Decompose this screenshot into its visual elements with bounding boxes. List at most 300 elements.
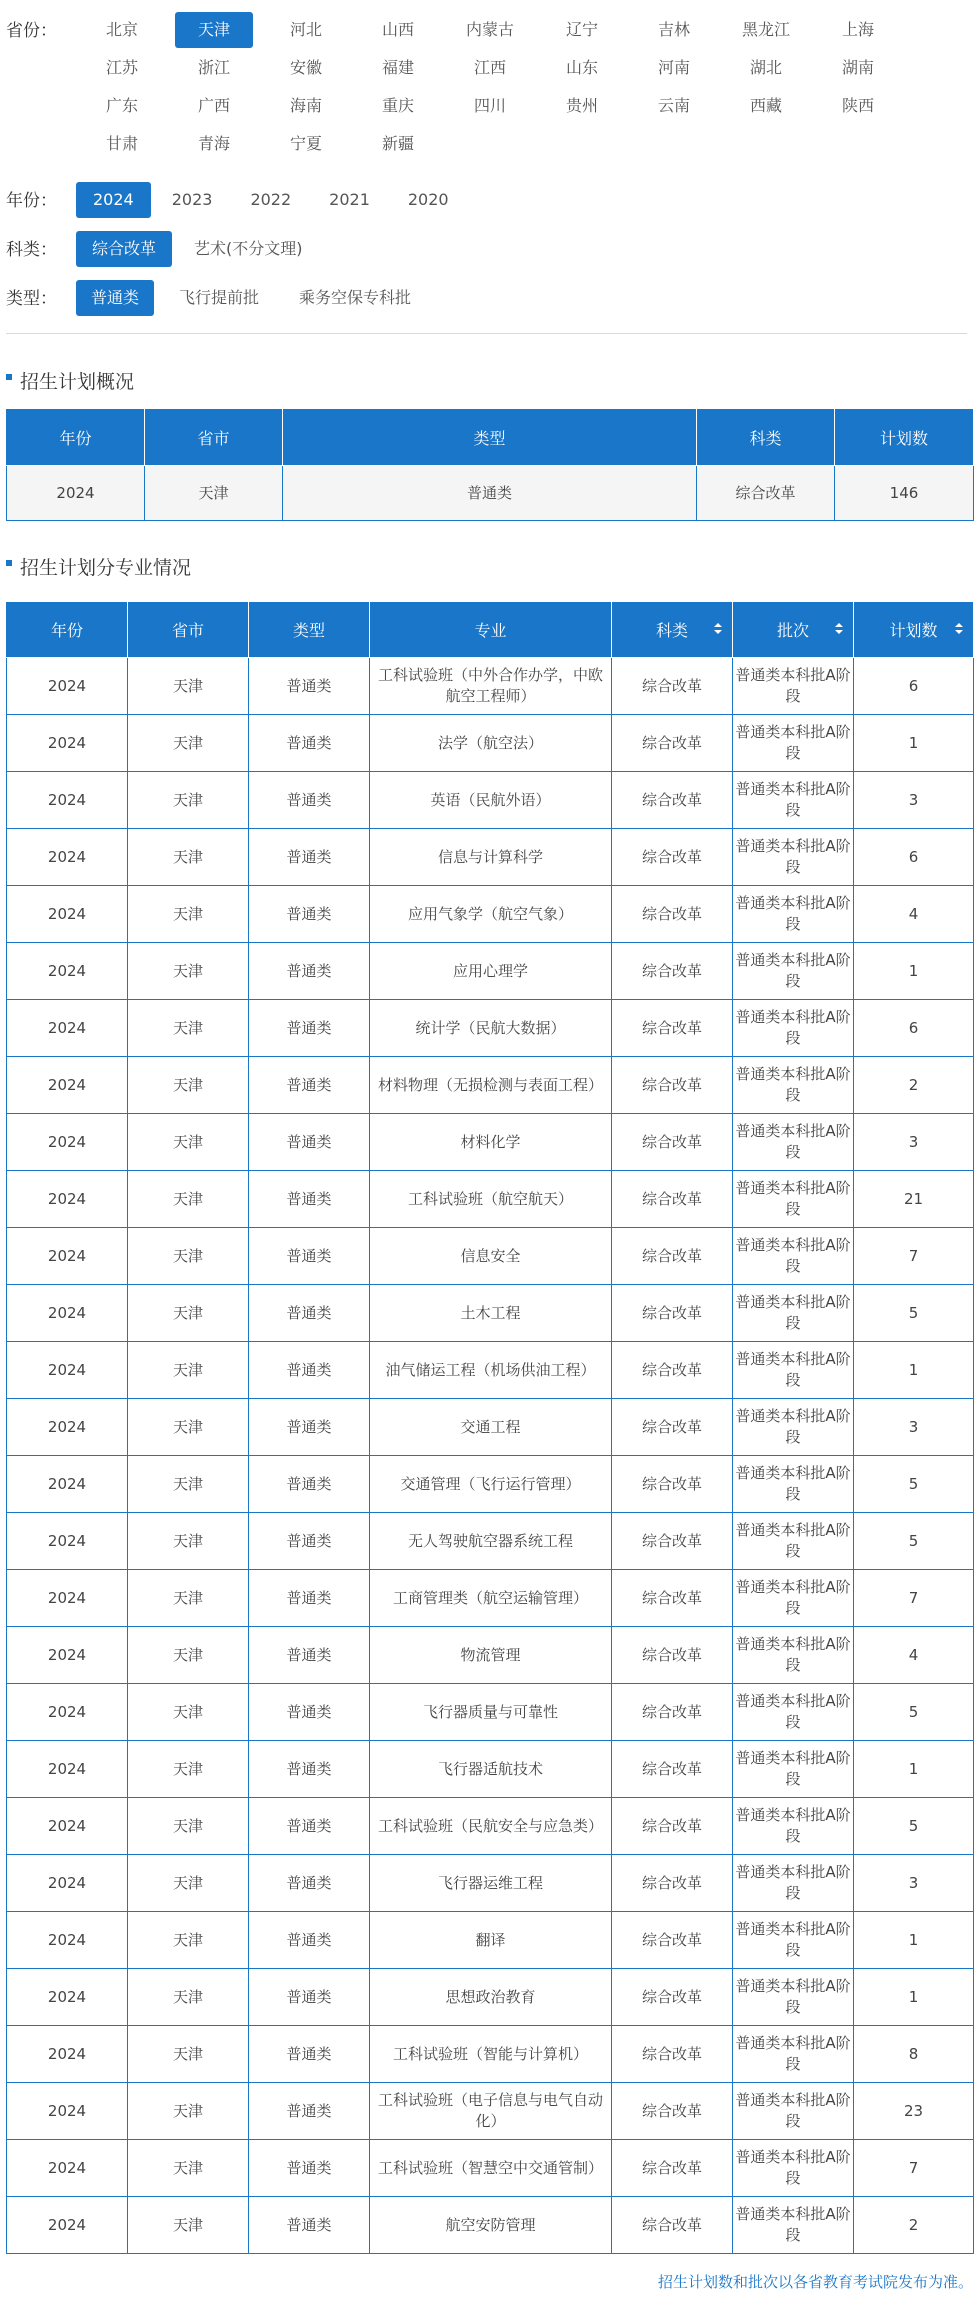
detail-cell: 综合改革 bbox=[612, 886, 733, 943]
province-filter bbox=[6, 0, 973, 164]
detail-cell: 2024 bbox=[7, 886, 128, 943]
detail-cell: 天津 bbox=[128, 2140, 249, 2197]
detail-cell: 普通类本科批A阶段 bbox=[733, 1171, 854, 1228]
detail-cell: 普通类 bbox=[249, 1342, 370, 1399]
detail-cell: 普通类 bbox=[249, 1000, 370, 1057]
detail-cell: 普通类本科批A阶段 bbox=[733, 658, 854, 715]
detail-cell: 天津 bbox=[128, 2197, 249, 2254]
detail-cell: 5 bbox=[854, 1798, 974, 1855]
summary-header-row bbox=[7, 409, 974, 466]
detail-cell: 天津 bbox=[128, 1969, 249, 2026]
detail-row bbox=[7, 2197, 974, 2254]
detail-cell: 飞行器运维工程 bbox=[370, 1855, 612, 1912]
detail-cell: 普通类 bbox=[249, 2026, 370, 2083]
detail-cell: 普通类本科批A阶段 bbox=[733, 1798, 854, 1855]
summary-header-cell: 类型 bbox=[283, 409, 697, 466]
detail-cell: 2024 bbox=[7, 2026, 128, 2083]
detail-cell: 普通类 bbox=[249, 1399, 370, 1456]
province-option[interactable]: 甘肃 bbox=[105, 134, 138, 153]
detail-cell: 天津 bbox=[128, 886, 249, 943]
detail-cell: 油气储运工程（机场供油工程） bbox=[370, 1342, 612, 1399]
detail-cell: 普通类本科批A阶段 bbox=[733, 2026, 854, 2083]
detail-cell: 1 bbox=[854, 943, 974, 1000]
detail-cell: 土木工程 bbox=[370, 1285, 612, 1342]
detail-cell: 天津 bbox=[128, 1456, 249, 1513]
detail-row bbox=[7, 1570, 974, 1627]
detail-cell: 综合改革 bbox=[612, 943, 733, 1000]
province-option[interactable]: 黑龙江 bbox=[741, 20, 790, 39]
detail-cell: 综合改革 bbox=[612, 1456, 733, 1513]
year-filter bbox=[6, 182, 973, 218]
detail-cell: 普通类本科批A阶段 bbox=[733, 1057, 854, 1114]
detail-cell: 普通类 bbox=[249, 829, 370, 886]
detail-cell: 综合改革 bbox=[612, 1912, 733, 1969]
detail-cell: 2024 bbox=[7, 772, 128, 829]
detail-cell: 1 bbox=[854, 1969, 974, 2026]
detail-cell: 综合改革 bbox=[612, 829, 733, 886]
footnote: 招生计划数和批次以各省教育考试院发布为准。 bbox=[657, 2273, 973, 2291]
province-option[interactable]: 山西 bbox=[381, 20, 414, 39]
detail-row bbox=[7, 1456, 974, 1513]
detail-cell: 普通类 bbox=[249, 1114, 370, 1171]
detail-row bbox=[7, 1114, 974, 1171]
summary-row bbox=[7, 466, 974, 521]
province-option[interactable]: 辽宁 bbox=[565, 20, 598, 39]
detail-row bbox=[7, 1969, 974, 2026]
detail-cell: 4 bbox=[854, 1627, 974, 1684]
province-option[interactable]: 西藏 bbox=[749, 96, 782, 115]
year-option[interactable]: 2022 bbox=[250, 190, 292, 209]
detail-cell: 综合改革 bbox=[612, 1684, 733, 1741]
detail-cell: 普通类本科批A阶段 bbox=[733, 1969, 854, 2026]
detail-cell: 2024 bbox=[7, 715, 128, 772]
province-option[interactable]: 宁夏 bbox=[289, 134, 322, 153]
summary-header-cell: 计划数 bbox=[835, 409, 974, 466]
detail-cell: 2024 bbox=[7, 658, 128, 715]
detail-cell: 翻译 bbox=[370, 1912, 612, 1969]
detail-cell: 天津 bbox=[128, 1513, 249, 1570]
detail-row bbox=[7, 1000, 974, 1057]
detail-cell: 天津 bbox=[128, 715, 249, 772]
province-option[interactable]: 上海 bbox=[841, 20, 874, 39]
detail-cell: 信息与计算科学 bbox=[370, 829, 612, 886]
detail-cell: 综合改革 bbox=[612, 1627, 733, 1684]
detail-cell: 思想政治教育 bbox=[370, 1969, 612, 2026]
detail-cell: 工科试验班（民航安全与应急类） bbox=[370, 1798, 612, 1855]
detail-cell: 综合改革 bbox=[612, 1399, 733, 1456]
detail-cell: 2024 bbox=[7, 1456, 128, 1513]
detail-cell: 6 bbox=[854, 658, 974, 715]
detail-cell: 交通工程 bbox=[370, 1399, 612, 1456]
detail-cell: 2024 bbox=[7, 2083, 128, 2140]
detail-row bbox=[7, 1399, 974, 1456]
detail-cell: 普通类 bbox=[249, 1456, 370, 1513]
detail-cell: 2024 bbox=[7, 1228, 128, 1285]
detail-cell: 普通类本科批A阶段 bbox=[733, 1285, 854, 1342]
detail-cell: 普通类本科批A阶段 bbox=[733, 1912, 854, 1969]
detail-cell: 2024 bbox=[7, 1342, 128, 1399]
detail-cell: 应用心理学 bbox=[370, 943, 612, 1000]
detail-row bbox=[7, 1855, 974, 1912]
detail-cell: 2024 bbox=[7, 1171, 128, 1228]
detail-cell: 综合改革 bbox=[612, 1057, 733, 1114]
detail-cell: 2024 bbox=[7, 1741, 128, 1798]
detail-cell: 2024 bbox=[7, 1057, 128, 1114]
province-option[interactable]: 青海 bbox=[197, 134, 230, 153]
detail-cell: 工科试验班（航空航天） bbox=[370, 1171, 612, 1228]
detail-cell: 2024 bbox=[7, 1684, 128, 1741]
province-option[interactable]: 天津 bbox=[175, 12, 253, 48]
detail-cell: 4 bbox=[854, 886, 974, 943]
detail-cell: 2024 bbox=[7, 1855, 128, 1912]
detail-cell: 7 bbox=[854, 1570, 974, 1627]
detail-cell: 普通类本科批A阶段 bbox=[733, 1513, 854, 1570]
province-option[interactable]: 陕西 bbox=[841, 96, 874, 115]
detail-cell: 天津 bbox=[128, 1855, 249, 1912]
detail-cell: 工科试验班（中外合作办学，中欧航空工程师） bbox=[370, 658, 612, 715]
detail-cell: 普通类 bbox=[249, 658, 370, 715]
detail-header-cell[interactable]: 计划数 bbox=[854, 602, 974, 658]
detail-cell: 普通类本科批A阶段 bbox=[733, 1627, 854, 1684]
detail-header-row bbox=[7, 602, 974, 658]
type-filter-label: 类型： bbox=[6, 289, 57, 309]
detail-cell: 信息安全 bbox=[370, 1228, 612, 1285]
detail-row bbox=[7, 1057, 974, 1114]
detail-cell: 3 bbox=[854, 1855, 974, 1912]
detail-cell: 5 bbox=[854, 1285, 974, 1342]
detail-cell: 天津 bbox=[128, 1627, 249, 1684]
detail-row bbox=[7, 658, 974, 715]
detail-cell: 综合改革 bbox=[612, 658, 733, 715]
detail-cell: 普通类本科批A阶段 bbox=[733, 1684, 854, 1741]
detail-cell: 综合改革 bbox=[612, 1969, 733, 2026]
detail-cell: 天津 bbox=[128, 1000, 249, 1057]
detail-cell: 5 bbox=[854, 1684, 974, 1741]
detail-cell: 普通类本科批A阶段 bbox=[733, 943, 854, 1000]
detail-cell: 法学（航空法） bbox=[370, 715, 612, 772]
detail-cell: 天津 bbox=[128, 1285, 249, 1342]
detail-cell: 综合改革 bbox=[612, 1114, 733, 1171]
detail-cell: 5 bbox=[854, 1456, 974, 1513]
detail-row bbox=[7, 1684, 974, 1741]
province-option[interactable]: 云南 bbox=[657, 96, 690, 115]
detail-row bbox=[7, 1912, 974, 1969]
year-option[interactable]: 2021 bbox=[329, 190, 370, 209]
detail-cell: 普通类本科批A阶段 bbox=[733, 1228, 854, 1285]
detail-cell: 普通类 bbox=[249, 1285, 370, 1342]
province-filter-label: 省份： bbox=[6, 21, 57, 41]
detail-cell: 无人驾驶航空器系统工程 bbox=[370, 1513, 612, 1570]
detail-header-cell: 年份 bbox=[7, 602, 128, 658]
detail-row bbox=[7, 1513, 974, 1570]
detail-cell: 应用气象学（航空气象） bbox=[370, 886, 612, 943]
detail-cell: 综合改革 bbox=[612, 1798, 733, 1855]
year-filter-label: 年份： bbox=[6, 191, 57, 211]
detail-cell: 物流管理 bbox=[370, 1627, 612, 1684]
detail-cell: 天津 bbox=[128, 829, 249, 886]
detail-cell: 普通类本科批A阶段 bbox=[733, 772, 854, 829]
detail-cell: 天津 bbox=[128, 1228, 249, 1285]
detail-cell: 普通类 bbox=[249, 1057, 370, 1114]
detail-cell: 综合改革 bbox=[612, 1171, 733, 1228]
detail-cell: 综合改革 bbox=[612, 1228, 733, 1285]
detail-row bbox=[7, 1171, 974, 1228]
detail-cell: 普通类 bbox=[249, 1570, 370, 1627]
detail-cell: 2024 bbox=[7, 1912, 128, 1969]
detail-cell: 普通类 bbox=[249, 1171, 370, 1228]
detail-header-cell[interactable]: 批次 bbox=[733, 602, 854, 658]
detail-cell: 2024 bbox=[7, 943, 128, 1000]
subject-filter bbox=[6, 231, 973, 267]
detail-cell: 2024 bbox=[7, 1969, 128, 2026]
detail-cell: 工商管理类（航空运输管理） bbox=[370, 1570, 612, 1627]
province-option[interactable]: 山东 bbox=[565, 58, 598, 77]
province-option[interactable]: 广西 bbox=[197, 96, 230, 115]
detail-row bbox=[7, 1798, 974, 1855]
detail-cell: 23 bbox=[854, 2083, 974, 2140]
detail-cell: 普通类本科批A阶段 bbox=[733, 1855, 854, 1912]
year-option[interactable]: 2024 bbox=[76, 182, 151, 218]
detail-cell: 普通类 bbox=[249, 1912, 370, 1969]
detail-cell: 普通类 bbox=[249, 1228, 370, 1285]
subject-filter-label: 科类： bbox=[6, 240, 57, 260]
detail-cell: 综合改革 bbox=[612, 1741, 733, 1798]
detail-cell: 天津 bbox=[128, 1912, 249, 1969]
detail-cell: 2024 bbox=[7, 1399, 128, 1456]
province-option[interactable]: 重庆 bbox=[381, 96, 414, 115]
detail-cell: 3 bbox=[854, 772, 974, 829]
detail-cell: 普通类本科批A阶段 bbox=[733, 715, 854, 772]
detail-cell: 7 bbox=[854, 2140, 974, 2197]
province-option[interactable]: 江苏 bbox=[105, 58, 138, 77]
detail-table bbox=[6, 601, 974, 2254]
detail-cell: 普通类 bbox=[249, 1855, 370, 1912]
detail-cell: 交通管理（飞行运行管理） bbox=[370, 1456, 612, 1513]
detail-cell: 2024 bbox=[7, 1570, 128, 1627]
detail-row bbox=[7, 715, 974, 772]
detail-cell: 6 bbox=[854, 829, 974, 886]
detail-cell: 综合改革 bbox=[612, 2197, 733, 2254]
province-option[interactable]: 福建 bbox=[381, 58, 414, 77]
province-option[interactable]: 湖北 bbox=[749, 58, 782, 77]
detail-cell: 2024 bbox=[7, 1627, 128, 1684]
detail-cell: 普通类本科批A阶段 bbox=[733, 1399, 854, 1456]
detail-cell: 普通类本科批A阶段 bbox=[733, 1114, 854, 1171]
detail-cell: 普通类本科批A阶段 bbox=[733, 1456, 854, 1513]
detail-cell: 普通类 bbox=[249, 2197, 370, 2254]
detail-cell: 3 bbox=[854, 1114, 974, 1171]
detail-cell: 普通类 bbox=[249, 1627, 370, 1684]
year-option[interactable]: 2020 bbox=[407, 190, 449, 209]
province-option[interactable]: 贵州 bbox=[565, 96, 598, 115]
subject-option[interactable]: 综合改革 bbox=[76, 231, 172, 267]
province-option[interactable]: 浙江 bbox=[197, 58, 230, 77]
detail-cell: 飞行器适航技术 bbox=[370, 1741, 612, 1798]
detail-cell: 天津 bbox=[128, 1570, 249, 1627]
province-option[interactable]: 安徽 bbox=[289, 58, 322, 77]
detail-cell: 普通类 bbox=[249, 715, 370, 772]
detail-cell: 材料物理（无损检测与表面工程） bbox=[370, 1057, 612, 1114]
year-option[interactable]: 2023 bbox=[171, 190, 213, 209]
detail-cell: 21 bbox=[854, 1171, 974, 1228]
type-filter bbox=[6, 280, 973, 316]
summary-cell: 146 bbox=[835, 466, 974, 521]
detail-row bbox=[7, 1627, 974, 1684]
detail-cell: 天津 bbox=[128, 2026, 249, 2083]
detail-cell: 普通类 bbox=[249, 772, 370, 829]
detail-cell: 普通类 bbox=[249, 2083, 370, 2140]
summary-cell: 天津 bbox=[145, 466, 283, 521]
province-option[interactable]: 四川 bbox=[473, 96, 506, 115]
detail-cell: 综合改革 bbox=[612, 1342, 733, 1399]
detail-header-cell: 类型 bbox=[249, 602, 370, 658]
detail-cell: 综合改革 bbox=[612, 1855, 733, 1912]
summary-header-cell: 省市 bbox=[145, 409, 283, 466]
detail-cell: 1 bbox=[854, 715, 974, 772]
detail-cell: 1 bbox=[854, 1741, 974, 1798]
detail-cell: 英语（民航外语） bbox=[370, 772, 612, 829]
detail-cell: 2024 bbox=[7, 1798, 128, 1855]
detail-cell: 8 bbox=[854, 2026, 974, 2083]
detail-header-cell[interactable]: 科类 bbox=[612, 602, 733, 658]
detail-cell: 天津 bbox=[128, 1684, 249, 1741]
detail-cell: 2024 bbox=[7, 2140, 128, 2197]
province-option[interactable]: 河北 bbox=[289, 20, 322, 39]
detail-cell: 普通类本科批A阶段 bbox=[733, 2197, 854, 2254]
type-option[interactable]: 飞行提前批 bbox=[179, 288, 260, 307]
detail-cell: 7 bbox=[854, 1228, 974, 1285]
detail-row bbox=[7, 1342, 974, 1399]
detail-cell: 工科试验班（智慧空中交通管制） bbox=[370, 2140, 612, 2197]
type-option[interactable]: 乘务空保专科批 bbox=[299, 288, 412, 307]
detail-row bbox=[7, 2026, 974, 2083]
detail-cell: 普通类本科批A阶段 bbox=[733, 886, 854, 943]
detail-cell: 天津 bbox=[128, 1399, 249, 1456]
detail-row bbox=[7, 1285, 974, 1342]
detail-cell: 1 bbox=[854, 1342, 974, 1399]
detail-cell: 2024 bbox=[7, 1285, 128, 1342]
detail-cell: 综合改革 bbox=[612, 1000, 733, 1057]
detail-cell: 综合改革 bbox=[612, 715, 733, 772]
detail-cell: 综合改革 bbox=[612, 2083, 733, 2140]
detail-cell: 2024 bbox=[7, 1513, 128, 1570]
detail-cell: 1 bbox=[854, 1912, 974, 1969]
province-option[interactable]: 新疆 bbox=[381, 134, 414, 153]
detail-cell: 天津 bbox=[128, 1798, 249, 1855]
detail-cell: 综合改革 bbox=[612, 2140, 733, 2197]
detail-cell: 普通类 bbox=[249, 1798, 370, 1855]
detail-cell: 普通类 bbox=[249, 1684, 370, 1741]
summary-cell: 综合改革 bbox=[697, 466, 835, 521]
detail-row bbox=[7, 943, 974, 1000]
subject-options bbox=[76, 231, 325, 267]
detail-cell: 2024 bbox=[7, 2197, 128, 2254]
detail-cell: 航空安防管理 bbox=[370, 2197, 612, 2254]
summary-header-cell: 科类 bbox=[697, 409, 835, 466]
detail-cell: 普通类本科批A阶段 bbox=[733, 1570, 854, 1627]
detail-row bbox=[7, 886, 974, 943]
province-option[interactable]: 江西 bbox=[473, 58, 506, 77]
year-options bbox=[76, 182, 470, 218]
detail-cell: 天津 bbox=[128, 943, 249, 1000]
detail-cell: 普通类 bbox=[249, 1741, 370, 1798]
detail-cell: 综合改革 bbox=[612, 1513, 733, 1570]
province-option[interactable]: 广东 bbox=[105, 96, 138, 115]
detail-cell: 普通类本科批A阶段 bbox=[733, 1342, 854, 1399]
province-option[interactable]: 河南 bbox=[657, 58, 690, 77]
detail-cell: 2 bbox=[854, 2197, 974, 2254]
detail-cell: 天津 bbox=[128, 1741, 249, 1798]
detail-cell: 综合改革 bbox=[612, 1570, 733, 1627]
detail-cell: 材料化学 bbox=[370, 1114, 612, 1171]
detail-cell: 工科试验班（智能与计算机） bbox=[370, 2026, 612, 2083]
detail-cell: 普通类本科批A阶段 bbox=[733, 1000, 854, 1057]
detail-row bbox=[7, 829, 974, 886]
detail-row bbox=[7, 2083, 974, 2140]
summary-section-title: 招生计划概况 bbox=[6, 367, 973, 394]
detail-cell: 综合改革 bbox=[612, 772, 733, 829]
detail-cell: 天津 bbox=[128, 1114, 249, 1171]
detail-cell: 普通类本科批A阶段 bbox=[733, 2083, 854, 2140]
detail-cell: 普通类本科批A阶段 bbox=[733, 2140, 854, 2197]
province-option[interactable]: 吉林 bbox=[657, 20, 690, 39]
detail-cell: 普通类 bbox=[249, 943, 370, 1000]
detail-row bbox=[7, 772, 974, 829]
detail-header-cell: 省市 bbox=[128, 602, 249, 658]
detail-cell: 5 bbox=[854, 1513, 974, 1570]
province-option[interactable]: 海南 bbox=[289, 96, 322, 115]
summary-table bbox=[6, 408, 974, 521]
province-option[interactable]: 内蒙古 bbox=[465, 20, 514, 39]
detail-header-cell: 专业 bbox=[370, 602, 612, 658]
province-option[interactable]: 湖南 bbox=[841, 58, 874, 77]
province-option[interactable]: 北京 bbox=[105, 20, 138, 39]
detail-cell: 工科试验班（电子信息与电气自动化） bbox=[370, 2083, 612, 2140]
detail-cell: 6 bbox=[854, 1000, 974, 1057]
detail-cell: 普通类 bbox=[249, 1969, 370, 2026]
detail-cell: 天津 bbox=[128, 2083, 249, 2140]
detail-cell: 2 bbox=[854, 1057, 974, 1114]
detail-cell: 天津 bbox=[128, 1171, 249, 1228]
divider bbox=[6, 333, 967, 334]
detail-cell: 综合改革 bbox=[612, 1285, 733, 1342]
subject-option[interactable]: 艺术(不分文理) bbox=[194, 239, 303, 258]
detail-cell: 天津 bbox=[128, 772, 249, 829]
detail-cell: 飞行器质量与可靠性 bbox=[370, 1684, 612, 1741]
detail-cell: 普通类 bbox=[249, 2140, 370, 2197]
type-option[interactable]: 普通类 bbox=[76, 280, 154, 316]
detail-cell: 普通类 bbox=[249, 1513, 370, 1570]
detail-cell: 2024 bbox=[7, 1000, 128, 1057]
detail-cell: 2024 bbox=[7, 829, 128, 886]
detail-cell: 普通类本科批A阶段 bbox=[733, 829, 854, 886]
detail-row bbox=[7, 1228, 974, 1285]
detail-row bbox=[7, 2140, 974, 2197]
summary-cell: 2024 bbox=[7, 466, 145, 521]
detail-cell: 天津 bbox=[128, 658, 249, 715]
detail-cell: 2024 bbox=[7, 1114, 128, 1171]
detail-cell: 普通类本科批A阶段 bbox=[733, 1741, 854, 1798]
summary-header-cell: 年份 bbox=[7, 409, 145, 466]
type-options bbox=[76, 280, 436, 316]
province-options bbox=[76, 12, 956, 164]
detail-section-title: 招生计划分专业情况 bbox=[6, 553, 973, 580]
detail-cell: 天津 bbox=[128, 1342, 249, 1399]
detail-cell: 3 bbox=[854, 1399, 974, 1456]
detail-cell: 天津 bbox=[128, 1057, 249, 1114]
detail-cell: 综合改革 bbox=[612, 2026, 733, 2083]
detail-cell: 普通类 bbox=[249, 886, 370, 943]
